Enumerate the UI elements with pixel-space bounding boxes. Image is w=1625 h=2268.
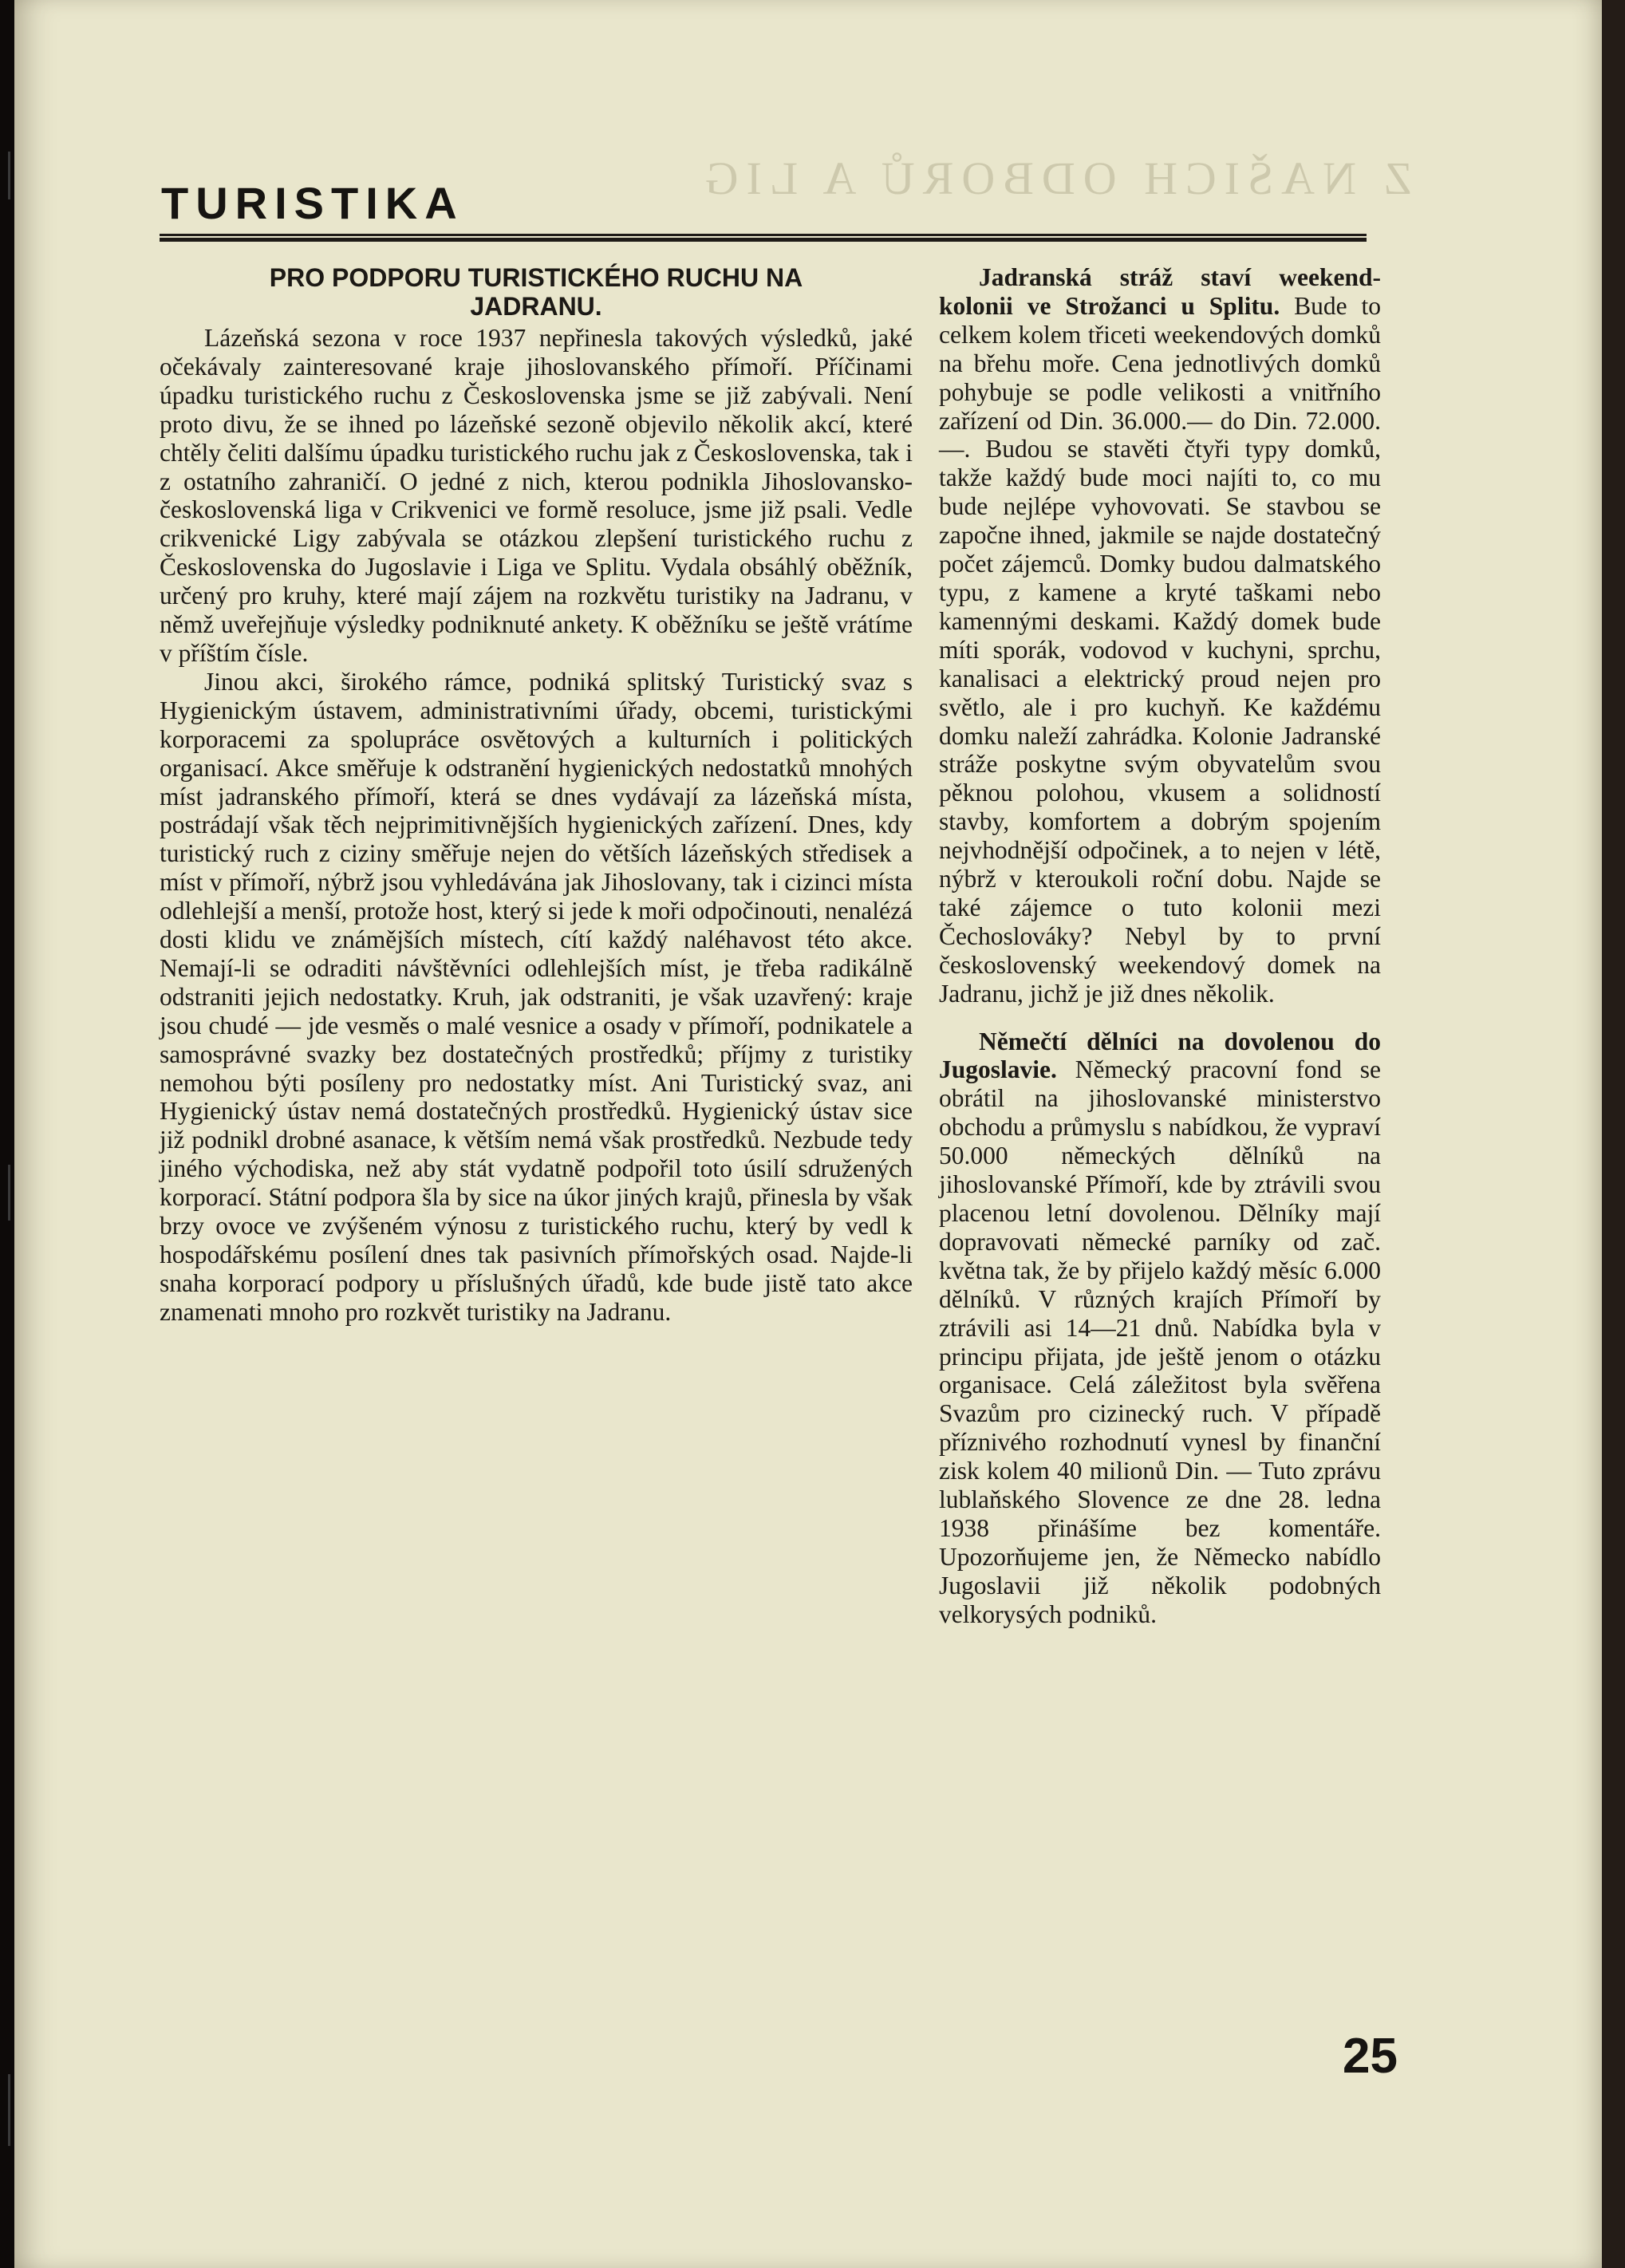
news-item-2-lead: Němečtí dělníci na dovolenou do Jugoslavie. [939,1027,1381,1084]
news-item-1-lead: Jadranská stráž staví weekend-kolonii ve Strožanci u Splitu. [939,263,1381,320]
header-rule-thin [160,234,1367,236]
binding-mark-3 [8,2074,10,2146]
article-paragraph-2: Jinou akci, širokého rámce, podniká splitský Turistický svaz s Hygienickým ústavem, administrativními úřady, obcemi, turistickými korporacemi za spolupráce osvětových a kulturních i politických organisací. Akce směřuje k odstranění hygienických nedostatků mnohých míst jadranského přímoří, která se dnes vydávají za lázeňská místa, postrádají však těch nejprimitivnějších hygienických zařízení. Dnes, kdy turistický ruch z ciziny směřuje nejen do větších lázeňských středisek a míst v přímoří, nýbrž jsou vyhledávána jak Jihoslovany, tak i cizinci místa odlehlejší a menší, protože host, který si jede k moři odpočinouti, nenalézá dosti klidu ve známějších místech, cítí každý naléhavost této akce. Nemají-li se odraditi návštěvníci odlehlejších míst, je třeba radikálně odstraniti jejich nedostatky. Kruh, jak odstraniti, je však uzavřený: kraje jsou chudé — jde vesměs o malé vesnice a osady v přímoří, podnikatele a samosprávné svazky bez dostatečných prostředků; příjmy z turistiky nemohou býti posíleny pro nedostatky míst. Ani Turistický svaz, ani Hygienický ústav nemá dostatečných prostředků. Hygienický ústav sice již podnikl drobné asanace, k větším nemá však prostředků. Nezbude tedy jiného východiska, než aby stát vydatně podpořil toto úsilí sdružených korporací. Státní podpora šla by sice na úkor jiných krajů, přinesla by však brzy ovoce ve zvýšeném výnosu z turistického ruchu, který by vedl k hospodářskému posílení dnes tak pasivních přímořských osad. Najde-li snaha korporací podpory u příslušných úřadů, kde bude jistě tato akce znamenati mnoho pro rozkvět turistiky na Jadranu. [160,667,913,1326]
binding-mark-2 [8,1165,10,1221]
page-edge [1602,0,1625,2268]
news-item-2 [939,1028,1381,1629]
page-number: 25 [1343,2029,1398,2084]
news-item-1 [939,263,1381,1008]
article-title: PRO PODPORU TURISTICKÉHO RUCHU NA JADRANU. [269,263,803,321]
article-paragraph-1: Lázeňská sezona v roce 1937 nepřinesla takových výsledků, jaké očekávaly zainteresované kraje jihoslovanského přímoří. Příčinami úpadku turistického ruchu z Československa jsme se již zabývali. Není proto divu, že se ihned po lázeňské sezoně objevilo několik akcí, které chtěly čeliti dalšímu úpadku turistického ruchu jak z Československa, tak i z ostatního zahraničí. O jedné z nich, kterou podnikla Jihoslovansko-československá liga v Crikvenici ve formě resoluce, jsme již psali. Vedle crikvenické Ligy zabývala se otázkou zlepšení turistického ruchu z Československa do Jugoslavie i Liga ve Splitu. Vydala obsáhlý oběžník, určený pro kruhy, které mají zájem na rozkvětu turistiky na Jadranu, v němž uveřejňuje výsledky podniknuté ankety. K oběžníku se ještě vrátíme v příštím čísle. [160,324,913,667]
binding-mark-1 [8,152,10,199]
news-item-2-text: Německý pracovní fond se obrátil na jihoslovanské ministerstvo obchodu a průmyslu s nabídkou, že vypraví 50.000 německých dělníků na jihoslovanské Přímoří, kde by ztrávili svou placenou letní dovolenou. Dělníky mají dopravovati německé parníky od zač. května tak, že by přijelo každý měsíc 6.000 dělníků. V různých krajích Přímoří by ztrávili asi 14—21 dnů. Nabídka byla v principu přijata, jde ještě jenom o otázku organisace. Celá záležitost byla svěřena Svazům pro cizinecký ruch. V případě příznivého rozhodnutí vynesl by finanční zisk kolem 40 milionů Din. — Tuto zprávu lublaňského Slovence ze dne 28. ledna 1938 přinášíme bez komentáře. Upozorňujeme jen, že Německo nabídlo Jugoslavii již několik podobných velkorysých podniků. [939,1055,1381,1628]
section-title: TURISTIKA [161,178,464,228]
header-rule-thick [160,238,1367,242]
right-column [939,263,1381,1629]
news-item-1-text: Bude to celkem kolem třiceti weekendových domků na břehu moře. Cena jednotlivých domků pohybuje se podle velikosti a vnitřního zařízení od Din. 36.000.— do Din. 72.000.—. Budou se stavěti čtyři typy domků, takže každý bude moci najíti to, co mu bude nejlépe vyhovovati. Se stavbou se započne ihned, jakmile se najde dostatečný počet zájemců. Domky budou dalmatského typu, z kamene a kryté taškami nebo kamennými deskami. Každý domek bude míti sporák, vodovod v kuchyni, sprchu, kanalisaci a elektrický proud nejen pro světlo, ale i pro kuchyň. Ke každému domku naleží zahrádka. Kolonie Jadranské stráže poskytne svým obyvatelům svou pěknou polohou, vkusem a solidností stavby, komfortem a dobrým spojením nejvhodnější odpočinek, a to nejen v létě, nýbrž v kteroukoli roční dobu. Najde se také zájemce o tuto kolonii mezi Čechoslováky? Nebyl by to první československý weekendový domek na Jadranu, jichž je již dnes několik. [939,291,1382,1008]
left-column [160,263,913,1327]
show-through-text: Z NAŠICH ODBORŮ A LIG [696,152,1412,204]
book-spine [0,0,14,2268]
